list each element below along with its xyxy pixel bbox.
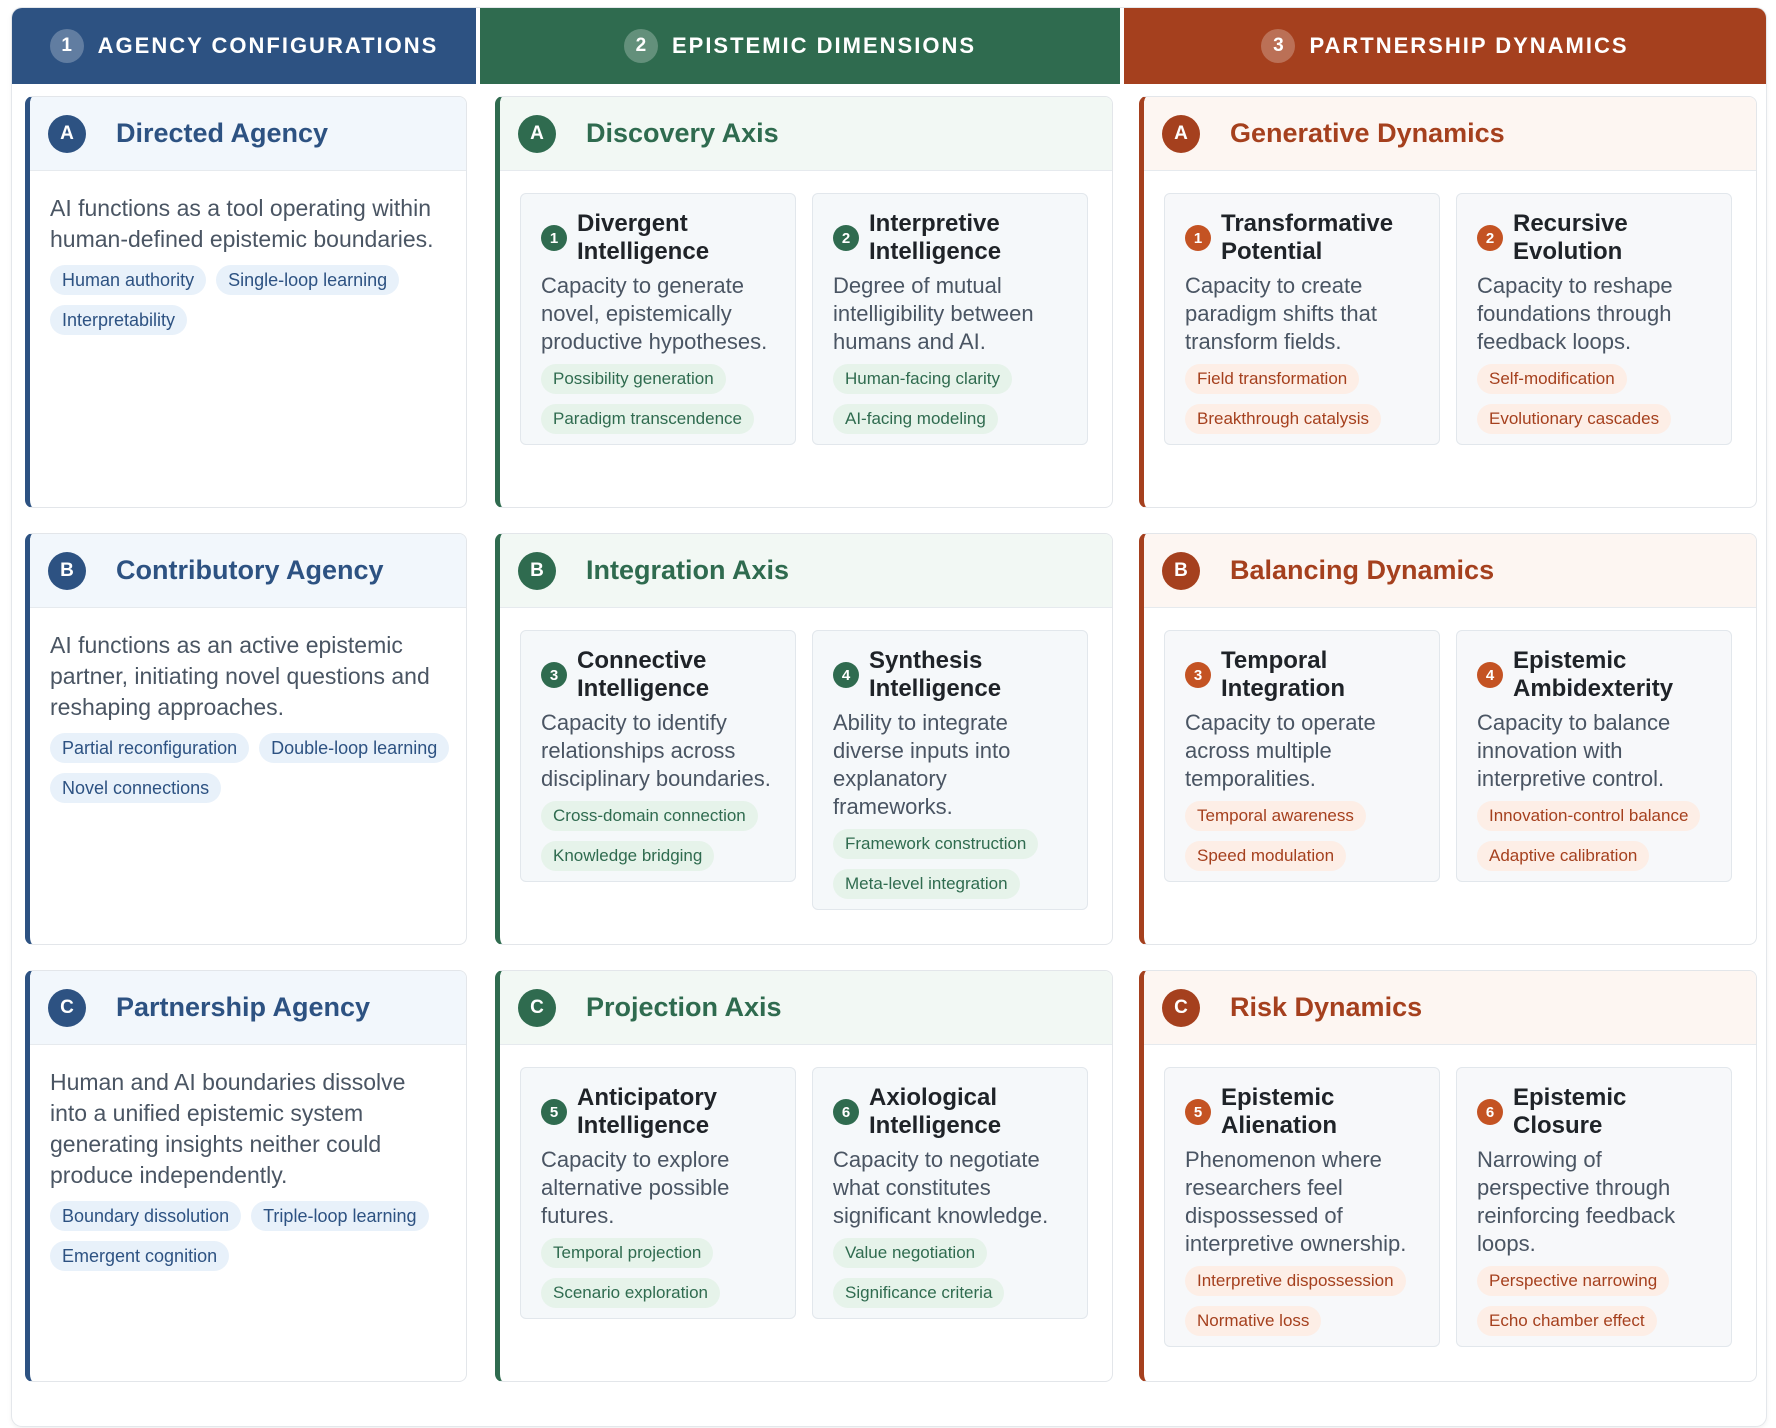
partnership-sub-item bbox=[1456, 1067, 1732, 1347]
tag: Adaptive calibration bbox=[1477, 841, 1649, 871]
partnership-sub-item bbox=[1456, 193, 1732, 445]
sub-item-description: Capacity to balance innovation with interpretive control. bbox=[1477, 710, 1671, 791]
sub-item-description: Narrowing of perspective through reinforcing feedback loops. bbox=[1477, 1147, 1676, 1256]
tag: Echo chamber effect bbox=[1477, 1306, 1657, 1336]
sub-item-title: Interpretive Intelligence bbox=[869, 210, 1002, 265]
sub-item-header bbox=[541, 210, 777, 266]
tag: Evolutionary cascades bbox=[1477, 404, 1671, 434]
card-header bbox=[30, 534, 466, 608]
tag-list bbox=[30, 1191, 466, 1281]
epistemic-sub-item bbox=[812, 630, 1088, 910]
sub-item-header bbox=[833, 210, 1069, 266]
sub-item-description: Capacity to generate novel, epistemically productive hypotheses. bbox=[541, 273, 768, 354]
partnership-sub-item bbox=[1164, 193, 1440, 445]
partnership-sub-item bbox=[1164, 1067, 1440, 1347]
card-letter-badge: A bbox=[518, 115, 556, 153]
column-number: 3 bbox=[1261, 29, 1295, 63]
tag: Framework construction bbox=[833, 829, 1038, 859]
sub-item-description: Capacity to reshape foundations through feedback loops. bbox=[1477, 273, 1673, 354]
sub-item-title: Epistemic Ambidexterity bbox=[1513, 647, 1674, 702]
epistemic-sub-item bbox=[520, 630, 796, 882]
sub-item-number-badge: 2 bbox=[1477, 225, 1503, 251]
card-title: Partnership Agency bbox=[116, 992, 371, 1022]
sub-item-description: Capacity to identify relationships across disciplinary boundaries. bbox=[541, 710, 771, 791]
sub-item-number-badge: 1 bbox=[541, 225, 567, 251]
sub-item-header bbox=[833, 647, 1069, 703]
card-title: Discovery Axis bbox=[586, 118, 779, 148]
card-title: Projection Axis bbox=[586, 992, 782, 1022]
tag-list bbox=[541, 793, 777, 881]
epistemic-card bbox=[495, 970, 1113, 1382]
card-letter-badge: C bbox=[48, 989, 86, 1027]
epistemic-sub-item bbox=[520, 193, 796, 445]
epistemic-card bbox=[495, 533, 1113, 945]
tag: Possibility generation bbox=[541, 364, 726, 394]
agency-card bbox=[25, 970, 467, 1382]
sub-item-number-badge: 4 bbox=[1477, 662, 1503, 688]
card-letter-badge: B bbox=[48, 552, 86, 590]
tag: Perspective narrowing bbox=[1477, 1266, 1669, 1296]
tag: Single-loop learning bbox=[216, 265, 399, 295]
tag-list bbox=[1477, 356, 1713, 444]
partnership-sub-item bbox=[1456, 630, 1732, 882]
tag: Temporal projection bbox=[541, 1238, 713, 1268]
epistemic-card bbox=[495, 96, 1113, 508]
card-header bbox=[1144, 97, 1756, 171]
tag-list bbox=[1477, 1258, 1713, 1346]
epistemic-sub-item bbox=[812, 193, 1088, 445]
tag: Field transformation bbox=[1185, 364, 1359, 394]
sub-item-title: Axiological Intelligence bbox=[869, 1084, 1002, 1139]
column-header-agency bbox=[12, 8, 476, 84]
sub-item-title: Temporal Integration bbox=[1221, 647, 1345, 702]
sub-item-title: Epistemic Closure bbox=[1513, 1084, 1627, 1139]
sub-item-description: Capacity to explore alternative possible futures. bbox=[541, 1147, 730, 1228]
card-header bbox=[500, 534, 1112, 608]
card-title: Integration Axis bbox=[586, 555, 790, 585]
tag: Value negotiation bbox=[833, 1238, 987, 1268]
column-header-epistemic bbox=[480, 8, 1120, 84]
tag: Normative loss bbox=[1185, 1306, 1321, 1336]
card-description: AI functions as an active epistemic partner, initiating novel questions and reshaping approaches. bbox=[50, 632, 430, 720]
tag: Partial reconfiguration bbox=[50, 733, 249, 763]
column-title: EPISTEMIC DIMENSIONS bbox=[671, 33, 977, 58]
tag: Boundary dissolution bbox=[50, 1201, 241, 1231]
tag: Significance criteria bbox=[833, 1278, 1004, 1308]
card-letter-badge: C bbox=[518, 989, 556, 1027]
sub-item-number-badge: 2 bbox=[833, 225, 859, 251]
card-title: Risk Dynamics bbox=[1230, 992, 1423, 1022]
sub-item-number-badge: 4 bbox=[833, 662, 859, 688]
sub-item-header bbox=[1185, 1084, 1421, 1140]
sub-item-title: Recursive Evolution bbox=[1513, 210, 1628, 265]
tag: AI-facing modeling bbox=[833, 404, 998, 434]
tag: Interpretability bbox=[50, 305, 187, 335]
card-title: Balancing Dynamics bbox=[1230, 555, 1495, 585]
tag-list bbox=[833, 1230, 1069, 1318]
tag: Knowledge bridging bbox=[541, 841, 714, 871]
card-letter-badge: A bbox=[48, 115, 86, 153]
tag-list bbox=[30, 723, 466, 813]
tag: Innovation-control balance bbox=[1477, 801, 1700, 831]
tag-list bbox=[1185, 356, 1421, 444]
sub-item-number-badge: 3 bbox=[1185, 662, 1211, 688]
tag-list bbox=[1185, 1258, 1421, 1346]
tag: Emergent cognition bbox=[50, 1241, 229, 1271]
card-header bbox=[30, 971, 466, 1045]
tag: Interpretive dispossession bbox=[1185, 1266, 1406, 1296]
tag-list bbox=[1477, 793, 1713, 881]
sub-item-header bbox=[1477, 210, 1713, 266]
sub-item-header bbox=[541, 1084, 777, 1140]
tag: Human authority bbox=[50, 265, 206, 295]
card-letter-badge: B bbox=[1162, 552, 1200, 590]
tag-list bbox=[833, 821, 1069, 909]
sub-item-header bbox=[1185, 210, 1421, 266]
tag: Cross-domain connection bbox=[541, 801, 758, 831]
sub-item-number-badge: 6 bbox=[833, 1099, 859, 1125]
sub-item-description: Capacity to operate across multiple temporalities. bbox=[1185, 710, 1376, 791]
tag: Scenario exploration bbox=[541, 1278, 720, 1308]
agency-card bbox=[25, 96, 467, 508]
card-letter-badge: C bbox=[1162, 989, 1200, 1027]
partnership-card bbox=[1139, 970, 1757, 1382]
sub-item-header bbox=[541, 647, 777, 703]
tag: Human-facing clarity bbox=[833, 364, 1012, 394]
card-title: Contributory Agency bbox=[116, 555, 384, 585]
agency-card bbox=[25, 533, 467, 945]
card-header bbox=[1144, 971, 1756, 1045]
card-header bbox=[500, 971, 1112, 1045]
card-description: Human and AI boundaries dissolve into a unified epistemic system generating insights neither could produce independently. bbox=[50, 1069, 406, 1188]
sub-item-description: Capacity to negotiate what constitutes significant knowledge. bbox=[833, 1147, 1049, 1228]
tag: Paradigm transcendence bbox=[541, 404, 754, 434]
column-header-partnership bbox=[1124, 8, 1766, 84]
sub-item-description: Capacity to create paradigm shifts that transform fields. bbox=[1185, 273, 1377, 354]
sub-item-header bbox=[1477, 1084, 1713, 1140]
epistemic-sub-item bbox=[520, 1067, 796, 1319]
tag: Triple-loop learning bbox=[251, 1201, 428, 1231]
tag-list bbox=[30, 255, 466, 345]
epistemic-sub-item bbox=[812, 1067, 1088, 1319]
tag-list bbox=[833, 356, 1069, 444]
tag: Self-modification bbox=[1477, 364, 1627, 394]
column-title: AGENCY CONFIGURATIONS bbox=[97, 33, 439, 58]
card-header bbox=[1144, 534, 1756, 608]
sub-item-description: Ability to integrate diverse inputs into explanatory frameworks. bbox=[833, 710, 1011, 819]
card-header bbox=[500, 97, 1112, 171]
tag: Temporal awareness bbox=[1185, 801, 1366, 831]
sub-item-title: Transformative Potential bbox=[1221, 210, 1394, 265]
sub-item-number-badge: 5 bbox=[541, 1099, 567, 1125]
tag: Breakthrough catalysis bbox=[1185, 404, 1381, 434]
sub-item-header bbox=[833, 1084, 1069, 1140]
tag: Double-loop learning bbox=[259, 733, 449, 763]
sub-item-title: Synthesis Intelligence bbox=[869, 647, 1002, 702]
column-title: PARTNERSHIP DYNAMICS bbox=[1309, 33, 1629, 58]
column-headers bbox=[12, 8, 1766, 84]
tag-list bbox=[541, 356, 777, 444]
tag-list bbox=[541, 1230, 777, 1318]
sub-item-description: Degree of mutual intelligibility between humans and AI. bbox=[833, 273, 1034, 354]
tag: Speed modulation bbox=[1185, 841, 1346, 871]
sub-item-description: Phenomenon where researchers feel dispossessed of interpretive ownership. bbox=[1185, 1147, 1407, 1256]
sub-item-title: Connective Intelligence bbox=[577, 647, 710, 702]
sub-item-number-badge: 6 bbox=[1477, 1099, 1503, 1125]
tag: Novel connections bbox=[50, 773, 221, 803]
card-title: Generative Dynamics bbox=[1230, 118, 1505, 148]
card-title: Directed Agency bbox=[116, 118, 329, 148]
card-header bbox=[30, 97, 466, 171]
partnership-sub-item bbox=[1164, 630, 1440, 882]
sub-item-title: Anticipatory Intelligence bbox=[577, 1084, 718, 1139]
sub-item-title: Divergent Intelligence bbox=[577, 210, 710, 265]
tag-list bbox=[1185, 793, 1421, 881]
sub-item-number-badge: 5 bbox=[1185, 1099, 1211, 1125]
sub-item-title: Epistemic Alienation bbox=[1221, 1084, 1338, 1139]
card-description: AI functions as a tool operating within human-defined epistemic boundaries. bbox=[50, 195, 434, 252]
card-letter-badge: A bbox=[1162, 115, 1200, 153]
column-number: 1 bbox=[50, 29, 84, 63]
sub-item-header bbox=[1477, 647, 1713, 703]
framework-diagram bbox=[12, 8, 1766, 1426]
sub-item-header bbox=[1185, 647, 1421, 703]
column-number: 2 bbox=[624, 29, 658, 63]
sub-item-number-badge: 3 bbox=[541, 662, 567, 688]
sub-item-number-badge: 1 bbox=[1185, 225, 1211, 251]
tag: Meta-level integration bbox=[833, 869, 1020, 899]
card-letter-badge: B bbox=[518, 552, 556, 590]
partnership-card bbox=[1139, 533, 1757, 945]
partnership-card bbox=[1139, 96, 1757, 508]
